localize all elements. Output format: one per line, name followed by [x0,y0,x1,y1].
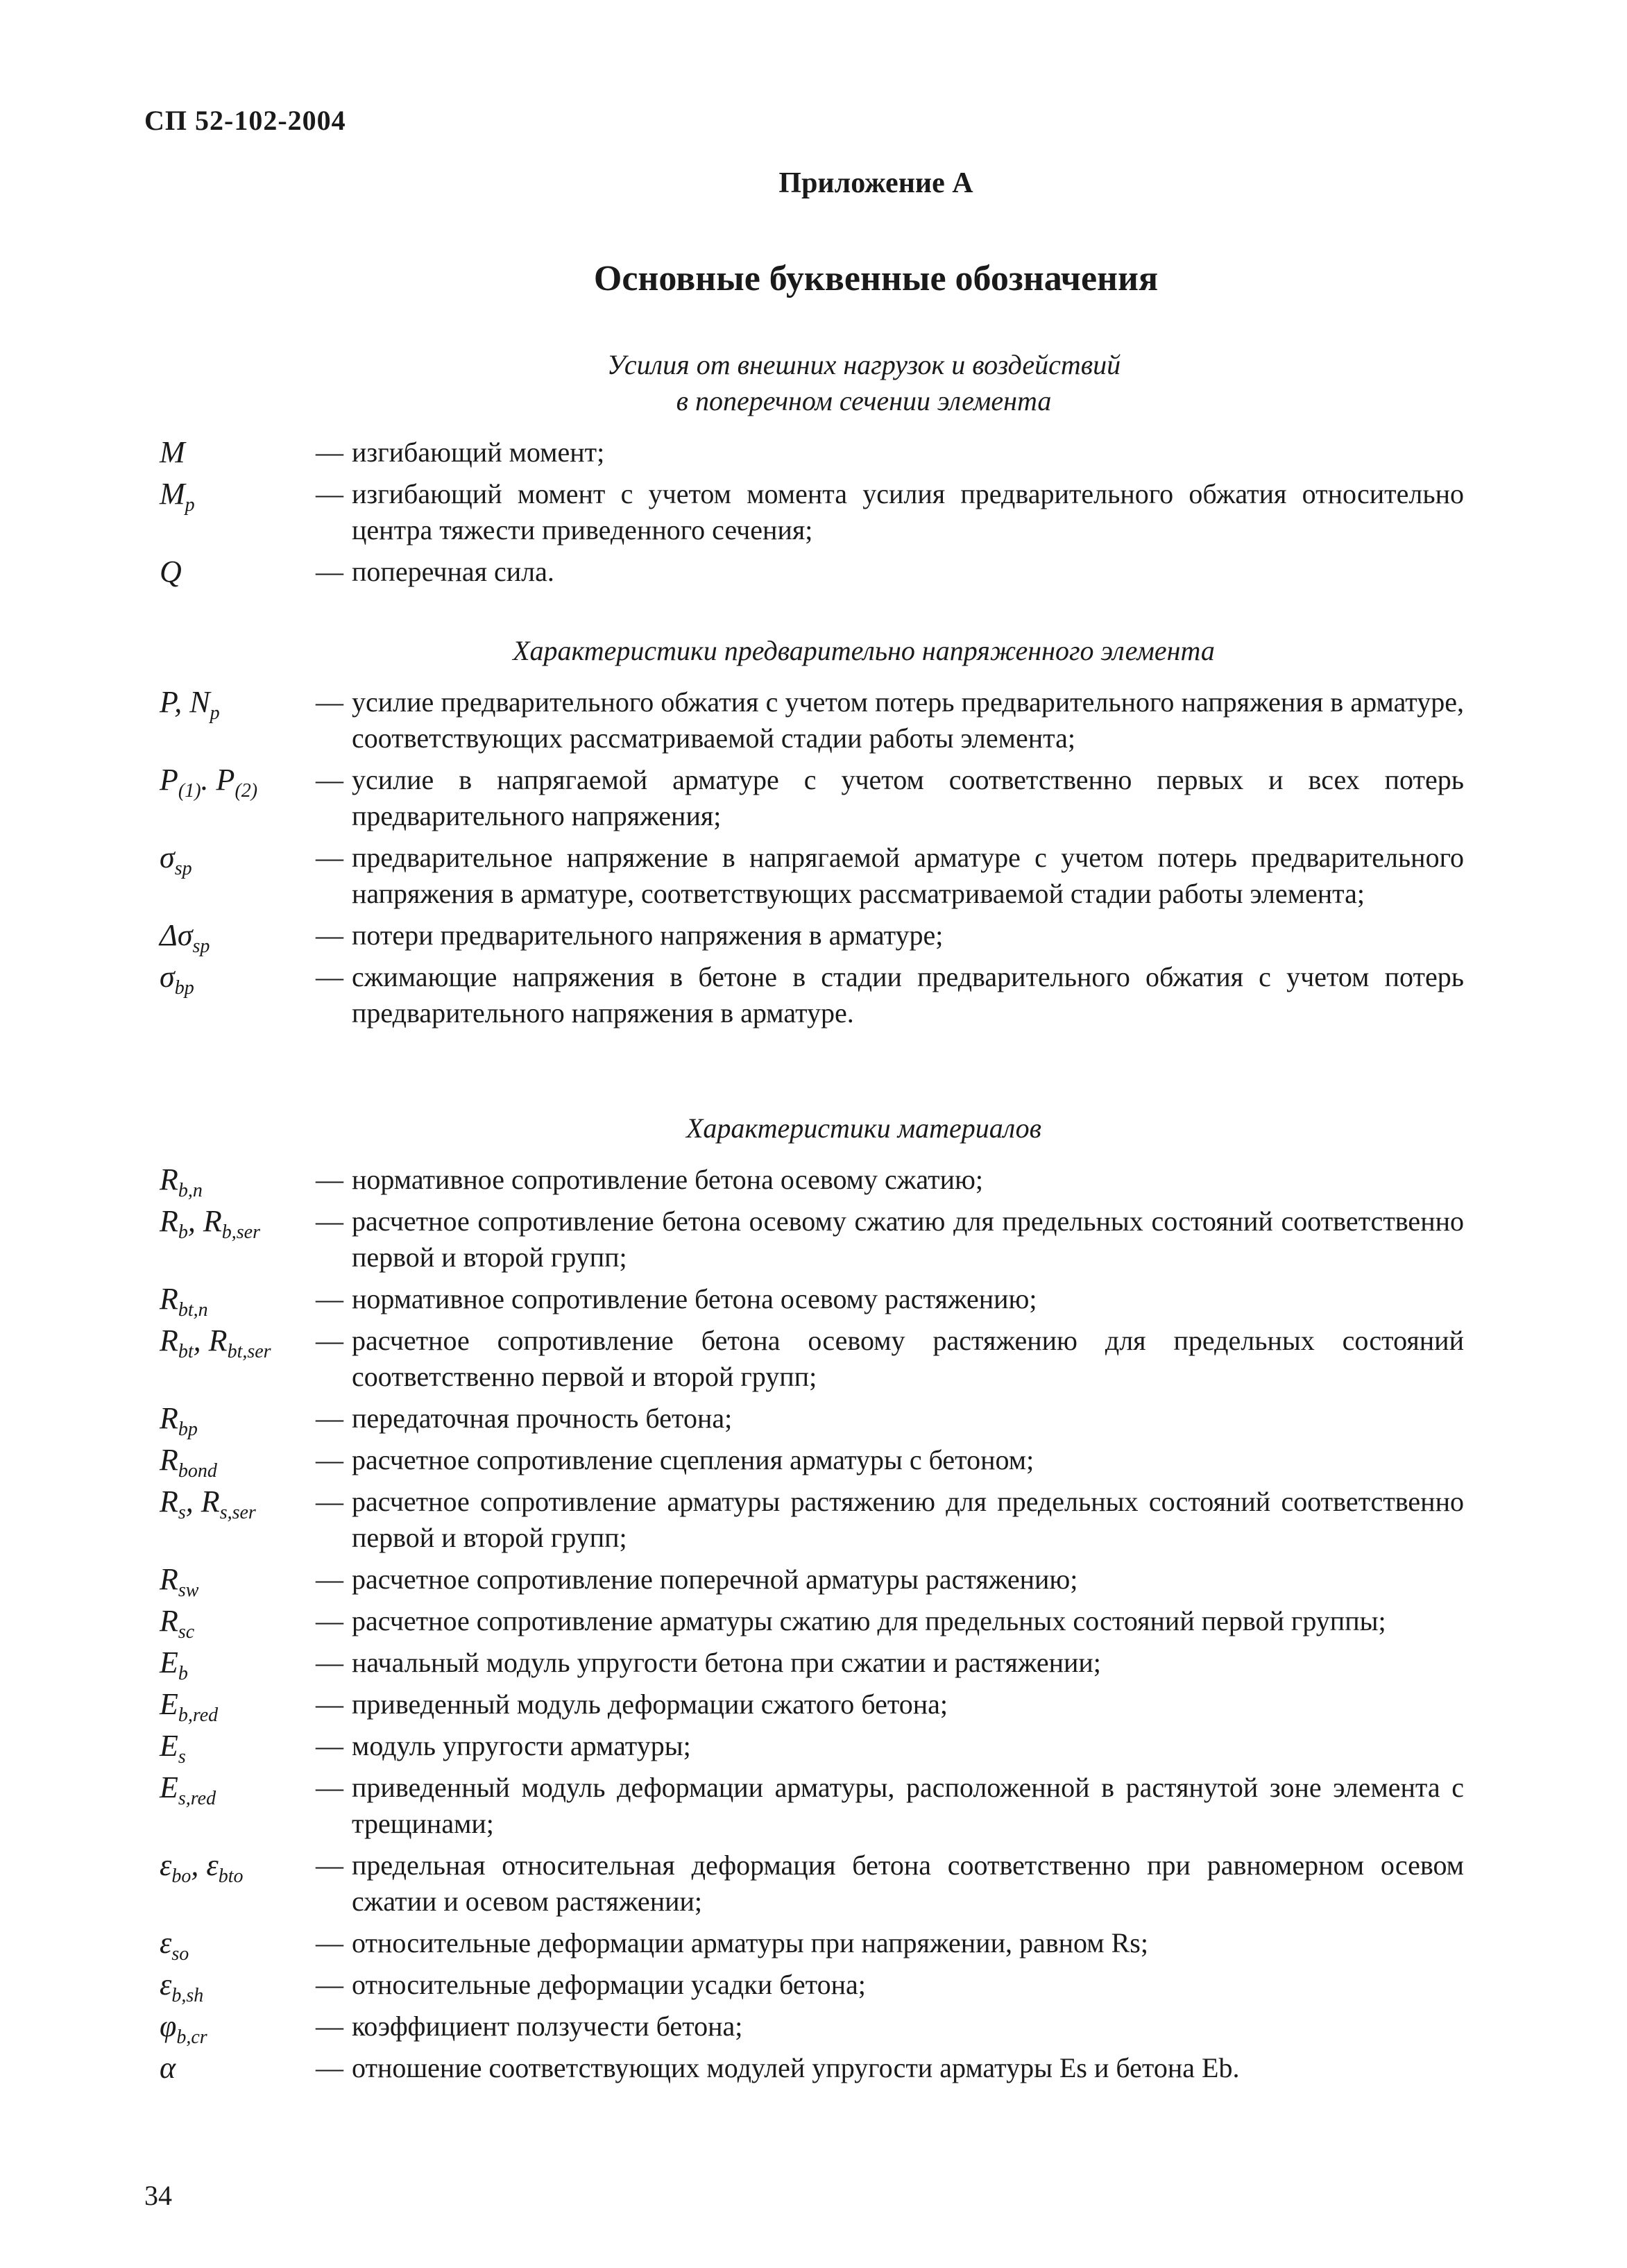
symbol-definition: предварительное напряжение в напрягаемой арматуре с учетом потерь предварительного напряжения в арматуре, соответствующих рассматриваемой стадии работы элемента; [352,842,1464,909]
symbol-entry [160,1484,1464,1556]
section-prestressed-element [160,633,1464,1037]
symbol [160,1203,316,1243]
symbol-subscript: bond [178,1460,217,1482]
symbol-entry [160,959,1464,1031]
symbol-definition: потери предварительного напряжения в арматуре; [352,920,944,951]
symbol-main: R [160,1484,178,1518]
dash: — [316,1205,343,1237]
symbol-definition: расчетное сопротивление бетона осевому сжатию для предельных состояний соответственно первой и второй групп; [352,1205,1464,1273]
section-heading [160,1110,1464,1146]
symbol-separator: , [185,1484,201,1518]
symbol [160,476,316,516]
symbol-subscript: bt,n [178,1299,208,1321]
symbol [160,684,316,724]
symbol-subscript: b,sh [171,1985,204,2006]
symbol [160,434,316,471]
symbol-subscript: (2) [235,780,258,802]
dash: — [316,1689,343,1720]
symbol-subscript: bto [218,1865,244,1887]
symbol [160,1967,316,2006]
appendix-title: Приложение А [778,167,973,199]
symbol-definition: модуль упругости арматуры; [352,1730,691,1761]
symbol-entry [160,684,1464,756]
symbol-entry [160,1728,1464,1768]
section-heading-line: Характеристики предварительно напряженного элемента [513,635,1215,666]
section-heading-line: в поперечном сечении элемента [676,385,1052,416]
dash: — [316,764,343,795]
dash: — [316,1605,343,1636]
symbol-definition: приведенный модуль деформации арматуры, расположенной в растянутой зоне элемента с трещинами; [352,1772,1464,1839]
section-heading-line: Характеристики материалов [685,1112,1042,1144]
dash: — [316,1486,343,1517]
symbol-subscript: s [178,1746,186,1768]
symbol [160,1442,316,1482]
symbol-entry [160,2050,1464,2086]
symbol-main: M [160,435,185,469]
dash: — [316,1730,343,1761]
symbol-entry [160,1925,1464,1965]
symbol-subscript: sc [178,1621,195,1643]
symbol [160,1728,316,1768]
dash: — [316,1969,343,2000]
symbol-main: P [160,763,178,797]
page-title: Основные буквенные обозначения [593,259,1159,298]
symbol-definition: усилие в напрягаемой арматуре с учетом соответственно первых и всех потерь предварительного напряжения; [352,764,1464,831]
symbol [160,1484,316,1523]
symbol-definition: изгибающий момент с учетом момента усилия предварительного обжатия относительно центра тяжести приведенного сечения; [352,478,1464,545]
symbol-subscript: bp [178,1419,198,1440]
symbol-definition: сжимающие напряжения в бетоне в стадии предварительного обжатия с учетом потерь предварительного напряжения в арматуре. [352,961,1464,1029]
symbol-subscript: sp [192,936,210,957]
symbol-subscript: bp [174,977,194,999]
symbol-subscript: sp [174,858,192,879]
symbol [160,1770,316,1809]
symbol-main: P [216,763,235,797]
symbol-subscript: bt,ser [227,1341,271,1362]
symbol-subscript: b [178,1221,188,1243]
symbol-subscript: b,ser [221,1221,261,1243]
dash: — [316,478,343,509]
symbol-subscript: so [171,1943,189,1965]
dash: — [316,920,343,951]
symbol-list [160,684,1464,1031]
dash: — [316,842,343,873]
dash: — [316,686,343,718]
symbol-main: E [160,1770,178,1804]
dash: — [316,1927,343,1958]
symbol-entry [160,476,1464,548]
symbol-separator: , [193,1323,209,1357]
symbol-main: ε [206,1848,219,1882]
symbol-definition: нормативное сопротивление бетона осевому сжатию; [352,1164,983,1195]
dash: — [316,1772,343,1803]
symbol-main: ε [160,1848,172,1882]
dash: — [316,961,343,992]
symbol-entry [160,762,1464,834]
symbol [160,917,316,957]
symbol-subscript: b [178,1663,188,1684]
symbol-subscript: b,cr [176,2026,207,2048]
symbol [160,1686,316,1726]
symbol-main: ε [160,1926,172,1960]
symbol-entry [160,1967,1464,2006]
symbol-main: R [160,1282,178,1316]
symbol-main: σ [160,960,175,994]
section-loads [160,347,1464,595]
document-code: СП 52-102-2004 [144,105,346,136]
symbol-definition: коэффициент ползучести бетона; [352,2011,743,2042]
section-materials [160,1110,1464,2092]
symbol [160,2050,316,2086]
dash: — [316,437,343,468]
symbol-subscript: sw [178,1580,199,1601]
symbol-definition: предельная относительная деформация бетона соответственно при равномерном осевом сжатии и осевом растяжении; [352,1850,1464,1917]
symbol-separator: , [191,1848,207,1882]
symbol-definition: расчетное сопротивление бетона осевому растяжению для предельных состояний соответственно первой и второй групп; [352,1325,1464,1392]
symbol-entry [160,840,1464,912]
symbol-main: R [160,1204,178,1238]
symbol-main: E [160,1729,178,1763]
symbol [160,1281,316,1321]
dash: — [316,1444,343,1475]
dash: — [316,1283,343,1314]
symbol [160,1162,316,1201]
dash: — [316,556,343,587]
symbol-entry [160,1645,1464,1684]
symbol-main: R [208,1323,228,1357]
symbol-main: R [160,1443,178,1477]
symbol-definition: нормативное сопротивление бетона осевому растяжению; [352,1283,1037,1314]
dash: — [316,2052,343,2083]
symbol-subscript: s [178,1502,186,1523]
symbol [160,554,316,590]
symbol-subscript: p [210,702,220,724]
symbol [160,1847,316,1887]
section-heading [160,347,1464,419]
symbol-definition: начальный модуль упругости бетона при сжатии и растяжении; [352,1647,1101,1678]
symbol-entry [160,1603,1464,1643]
symbol-main: ε [160,1967,172,2002]
symbol-entry [160,1162,1464,1201]
symbol-main: P, N [160,685,210,719]
symbol [160,1400,316,1440]
symbol-entry [160,1442,1464,1482]
symbol-main: R [203,1204,222,1238]
symbol-main: Q [160,555,182,589]
symbol-subscript: b,n [178,1180,203,1201]
symbol-main: R [160,1401,178,1435]
symbol-entry [160,2008,1464,2048]
symbol-entry [160,1400,1464,1440]
symbol-main: R [160,1323,178,1357]
symbol-definition: расчетное сопротивление арматуры растяжению для предельных состояний соответственно первой и второй групп; [352,1486,1464,1553]
symbol [160,1925,316,1965]
symbol-subscript: (1) [178,780,201,802]
symbol-main: α [160,2051,176,2085]
symbol-entry [160,434,1464,471]
symbol [160,840,316,879]
symbol [160,1645,316,1684]
symbol-separator: , [187,1204,203,1238]
symbol-entry [160,1686,1464,1726]
symbol-entry [160,554,1464,590]
symbol-definition: расчетное сопротивление сцепления арматуры с бетоном; [352,1444,1034,1475]
symbol-definition: поперечная сила. [352,556,554,587]
symbol-main: M [160,477,185,511]
symbol-main: φ [160,2009,177,2043]
symbol-definition: относительные деформации арматуры при напряжении, равном Rs; [352,1927,1148,1958]
symbol-main: R [160,1162,178,1196]
symbol-main: Δσ [160,918,193,952]
symbol-subscript: s,ser [219,1502,256,1523]
section-heading [160,633,1464,669]
dash: — [316,1647,343,1678]
dash: — [316,1164,343,1195]
symbol [160,1603,316,1643]
symbol-main: R [160,1562,178,1596]
symbol-entry [160,1203,1464,1276]
symbol [160,1323,316,1362]
dash: — [316,1403,343,1434]
symbol [160,2008,316,2048]
symbol-main: E [160,1645,178,1679]
symbol-entry [160,1770,1464,1842]
symbol-subscript: bo [171,1865,191,1887]
dash: — [316,1325,343,1356]
symbol-definition: передаточная прочность бетона; [352,1403,733,1434]
symbol-entry [160,1281,1464,1321]
symbol-definition: расчетное сопротивление арматуры сжатию для предельных состояний первой группы; [352,1605,1386,1636]
symbol-definition: относительные деформации усадки бетона; [352,1969,866,2000]
symbol-definition: отношение соответствующих модулей упругости арматуры Es и бетона Eb. [352,2052,1240,2083]
symbol-subscript: b,red [178,1704,219,1726]
symbol-definition: усилие предварительного обжатия с учетом потерь предварительного напряжения в арматуре, соответствующих рассматриваемой стадии работы элемента; [352,686,1464,754]
symbol-entry [160,1562,1464,1601]
symbol [160,1562,316,1601]
page-number: 34 [144,2180,172,2211]
symbol-main: E [160,1687,178,1721]
symbol-subscript: s,red [178,1788,216,1809]
symbol-main: R [201,1484,220,1518]
symbol-entry [160,1847,1464,1920]
symbol-subscript: p [185,494,195,516]
section-heading-line: Усилия от внешних нагрузок и воздействий [606,349,1121,380]
symbol-definition: расчетное сопротивление поперечной арматуры растяжению; [352,1564,1078,1595]
symbol [160,959,316,999]
symbol-entry [160,1323,1464,1395]
symbol-subscript: bt [178,1341,194,1362]
symbol [160,762,316,802]
dash: — [316,1564,343,1595]
symbol-list [160,1162,1464,2086]
symbol-main: σ [160,840,175,874]
symbol-definition: изгибающий момент; [352,437,605,468]
dash: — [316,1850,343,1881]
symbol-separator: . [201,763,216,797]
symbol-definition: приведенный модуль деформации сжатого бетона; [352,1689,948,1720]
symbol-list [160,434,1464,590]
dash: — [316,2011,343,2042]
symbol-entry [160,917,1464,957]
symbol-main: R [160,1604,178,1638]
